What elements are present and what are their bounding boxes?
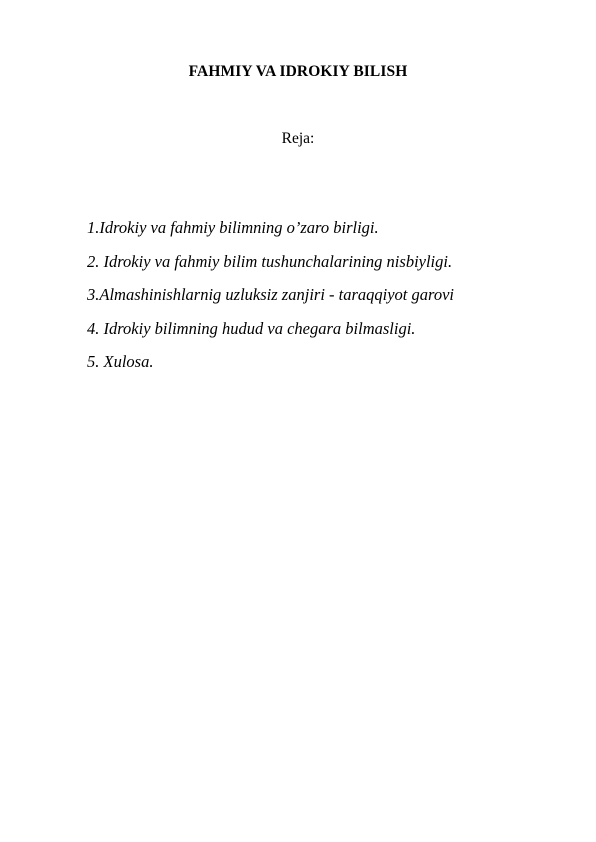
plan-item-3: 3.Almashinishlarnig uzluksiz zanjiri - taraqqiyot garovi	[87, 285, 454, 304]
plan-item-5: 5. Xulosa.	[87, 352, 154, 371]
plan-item-4: 4. Idrokiy bilimning hudud va chegara bilmasligi.	[87, 318, 416, 338]
plan-heading: Reja:	[281, 130, 315, 147]
plan-item-2: 2. Idrokiy va fahmiy bilim tushunchalarining nisbiyligi.	[87, 251, 453, 271]
plan-item-1: 1.Idrokiy va fahmiy bilimning o’zaro birligi.	[87, 218, 379, 237]
page-title: FAHMIY VA IDROKIY BILISH	[188, 63, 408, 80]
plan-list	[87, 218, 567, 386]
